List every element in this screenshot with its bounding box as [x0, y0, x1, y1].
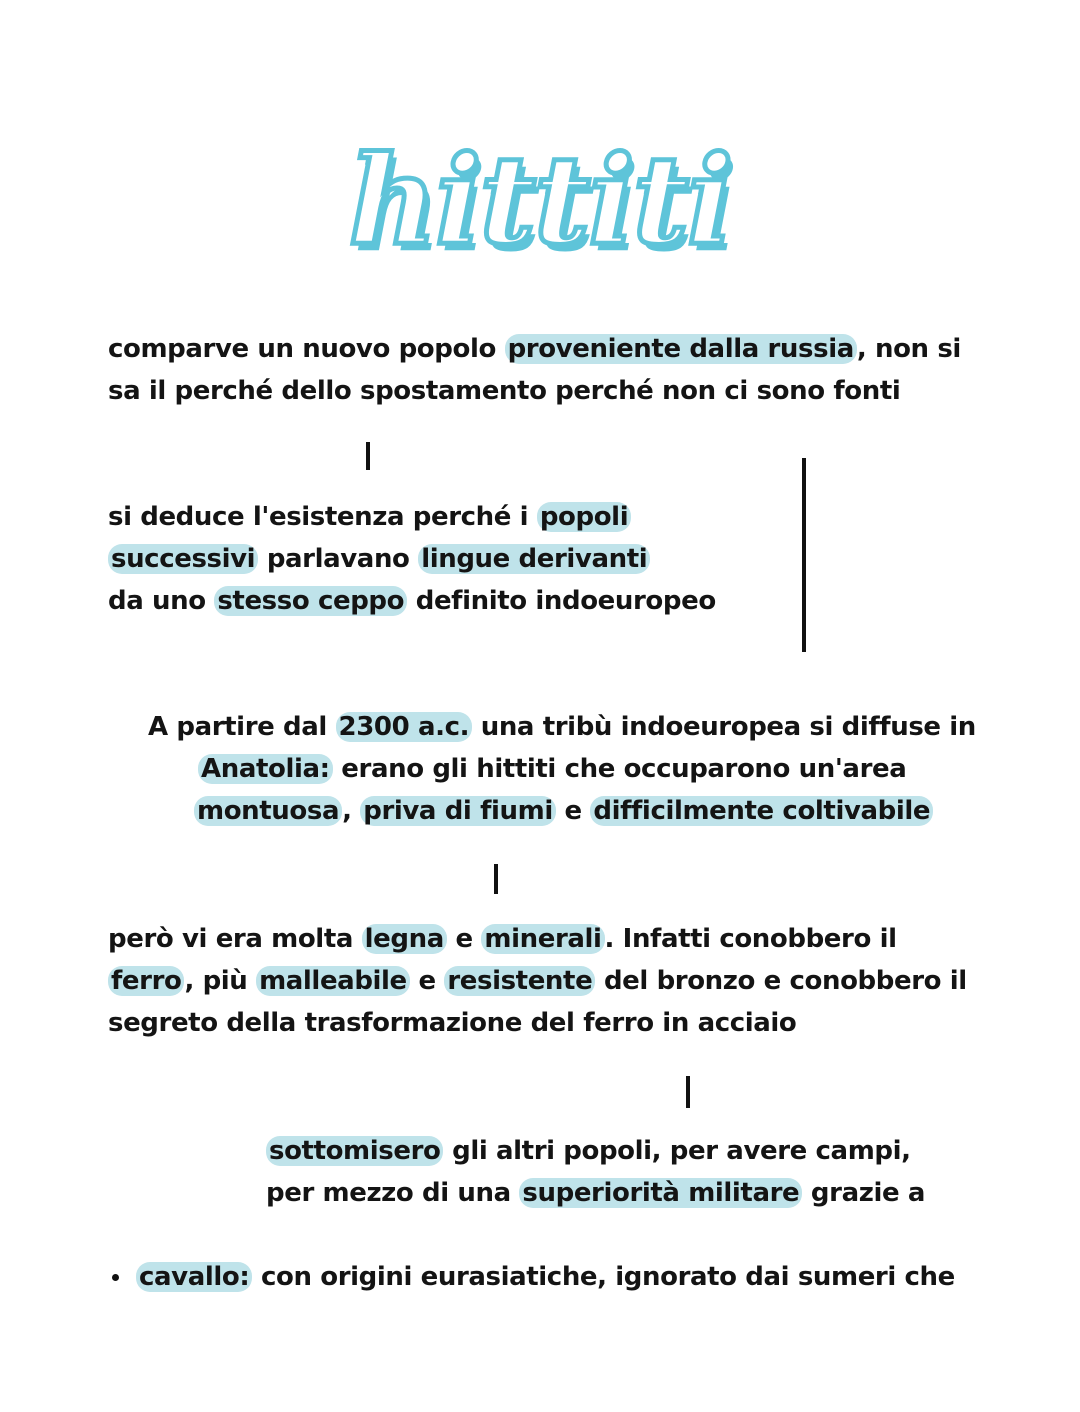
text-span: , — [342, 796, 361, 826]
text-span: , più — [184, 966, 257, 996]
text-span: con origini eurasiatiche, ignorato dai sumeri che — [252, 1262, 955, 1292]
text-line — [108, 580, 716, 622]
highlight: Anatolia: — [198, 754, 333, 784]
paragraph-origin — [108, 328, 961, 412]
highlight: 2300 a.c. — [336, 712, 473, 742]
bullet-item-horse — [136, 1256, 955, 1298]
connector-line — [686, 1076, 690, 1108]
text-line — [108, 918, 967, 960]
text-line — [108, 538, 716, 580]
highlight: minerali — [481, 924, 604, 954]
highlight: difficilmente coltivabile — [590, 796, 933, 826]
text-line — [108, 496, 716, 538]
text-span: una tribù indoeuropea si diffuse in — [472, 712, 976, 742]
text-span: da uno — [108, 586, 215, 616]
highlight: montuosa — [194, 796, 342, 826]
page-title: hittiti — [348, 128, 732, 272]
highlight: priva di fiumi — [360, 796, 556, 826]
paragraph-military — [266, 1130, 925, 1214]
highlight: sottomisero — [266, 1136, 443, 1166]
text-line: segreto della trasformazione del ferro in acciaio — [108, 1008, 797, 1038]
text-span: . Infatti conobbero il — [604, 924, 897, 954]
text-line — [136, 1256, 955, 1298]
highlight: stesso ceppo — [214, 586, 407, 616]
paragraph-indoeuropean — [108, 496, 716, 622]
text-span: e — [409, 966, 445, 996]
text-line — [266, 1172, 925, 1214]
text-span: del bronzo e conobbero il — [595, 966, 967, 996]
text-span: grazie a — [802, 1178, 925, 1208]
text-line: sa il perché dello spostamento perché non ci sono fonti — [108, 376, 901, 406]
side-divider-line — [802, 458, 806, 652]
text-span: definito indoeuropeo — [407, 586, 716, 616]
connector-line — [494, 864, 498, 894]
text-span: e — [555, 796, 591, 826]
highlight: legna — [362, 924, 447, 954]
paragraph-anatolia — [148, 706, 976, 832]
text-span: A partire dal — [148, 712, 336, 742]
text-span: per mezzo di una — [266, 1178, 520, 1208]
text-span: parlavano — [258, 544, 419, 574]
highlight: popoli — [537, 502, 631, 532]
text-span: gli altri popoli, per avere campi, — [443, 1136, 911, 1166]
text-span: erano gli hittiti che occuparono un'area — [332, 754, 907, 784]
text-line — [148, 790, 976, 832]
text-span: si deduce l'esistenza perché i — [108, 502, 537, 532]
highlight: ferro — [108, 966, 184, 996]
highlight: malleabile — [256, 966, 410, 996]
highlight: successivi — [108, 544, 258, 574]
text-span: comparve un nuovo popolo — [108, 334, 505, 364]
highlight: resistente — [444, 966, 595, 996]
text-line — [266, 1130, 925, 1172]
text-span: e — [446, 924, 482, 954]
highlight: lingue derivanti — [418, 544, 650, 574]
connector-line — [366, 442, 370, 470]
text-span: , non si — [856, 334, 961, 364]
bullet-point — [112, 1274, 119, 1281]
text-line — [148, 706, 976, 748]
highlight: superiorità militare — [519, 1178, 802, 1208]
text-line — [108, 960, 967, 1002]
paragraph-iron — [108, 918, 967, 1044]
highlight: cavallo: — [136, 1262, 252, 1292]
text-line — [108, 328, 961, 370]
text-span: però vi era molta — [108, 924, 362, 954]
highlight: proveniente dalla russia — [505, 334, 857, 364]
text-line — [148, 748, 976, 790]
